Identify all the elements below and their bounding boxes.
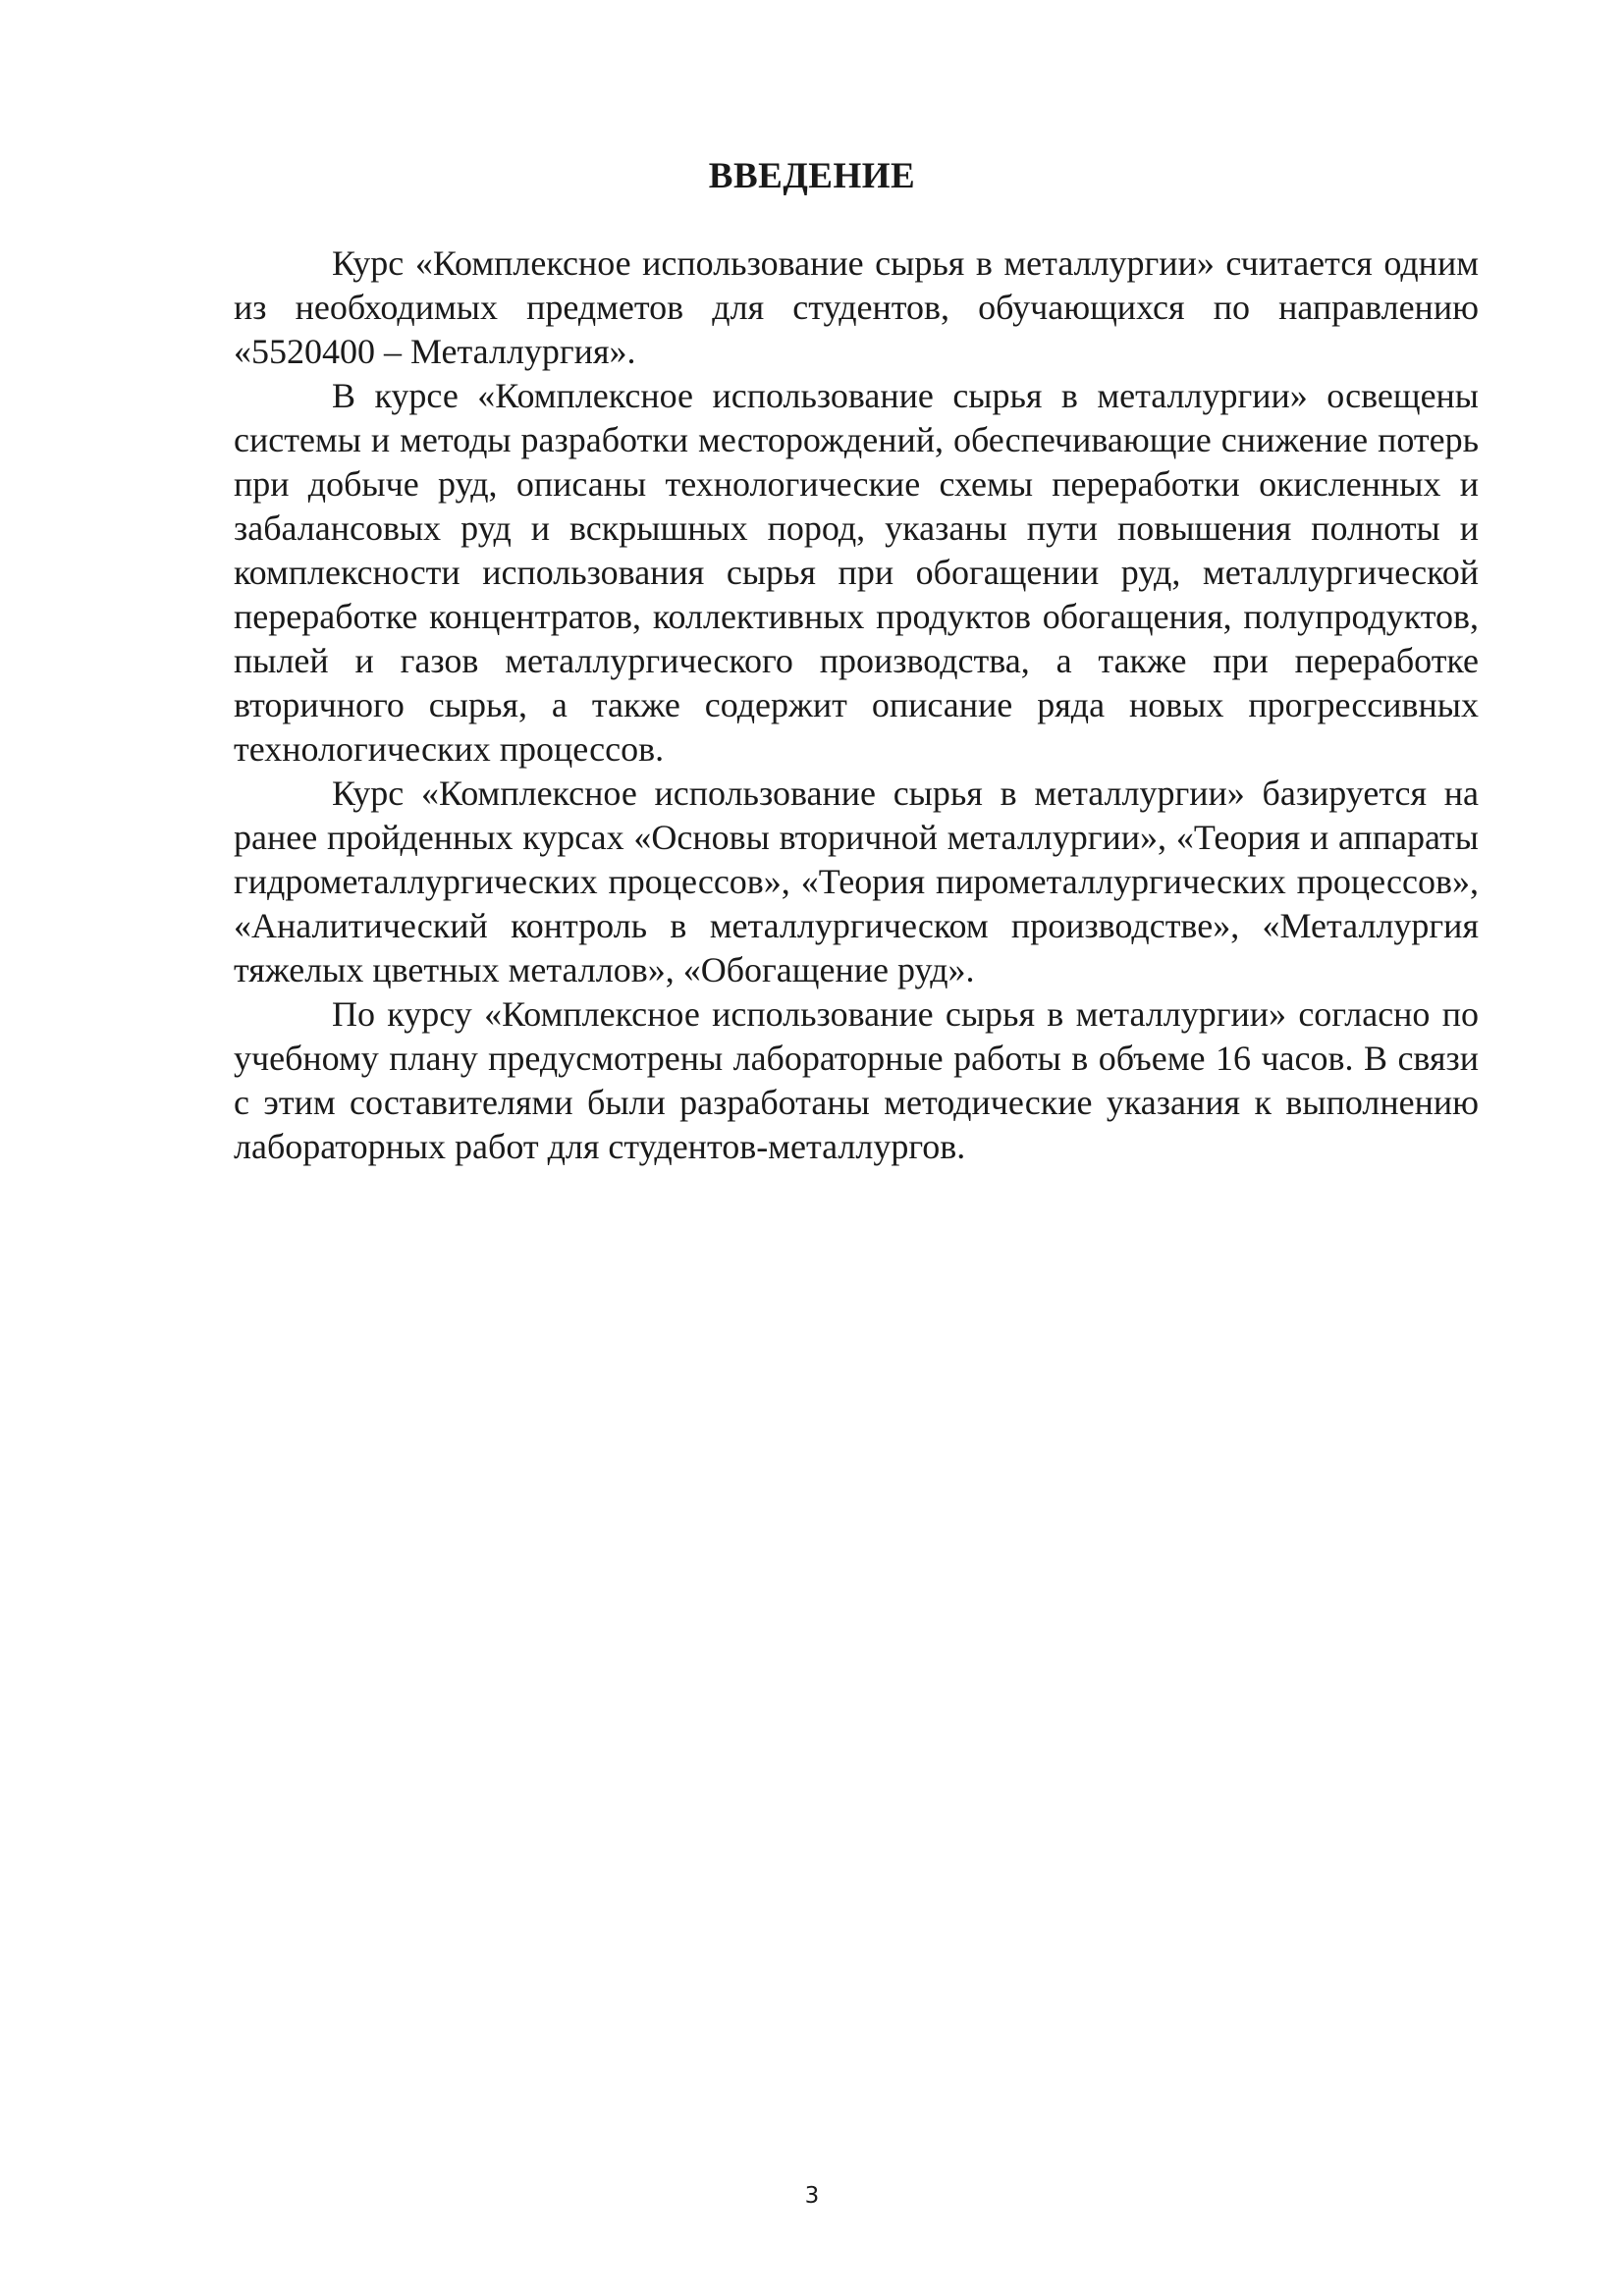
paragraph-course-intro: Курс «Комплексное использование сырья в металлургии» считается одним из необходимых предметов для студентов, обучающихся по направлению «5520400 – Металлургия». <box>234 243 1479 371</box>
section-heading: ВВЕДЕНИЕ <box>708 156 916 196</box>
body-text <box>234 241 1479 1169</box>
page-number: 3 <box>804 2183 820 2209</box>
paragraph-prerequisites: Курс «Комплексное использование сырья в металлургии» базируется на ранее пройденных курсах «Основы вторичной металлургии», «Теория и аппараты гидрометаллургических процессов», «Теория пирометаллургических процессов», «Аналитический контроль в металлургическом производстве», «Металлургия тяжелых цветных металлов», «Обогащение руд». <box>234 774 1479 989</box>
paragraph-course-content: В курсе «Комплексное использование сырья в металлургии» освещены системы и методы разработки месторождений, обеспечивающие снижение потерь при добыче руд, описаны технологические схемы переработки окисленных и забалансовых руд и вскрышных пород, указаны пути повышения полноты и комплексности использования сырья при обогащении руд, металлургической переработке концентратов, коллективных продуктов обогащения, полупродуктов, пылей и газов металлургического производства, а также при переработке вторичного сырья, а также содержит описание ряда новых прогрессивных технологических процессов. <box>234 376 1479 769</box>
paragraph-lab-works: По курсу «Комплексное использование сырья в металлургии» согласно по учебному плану предусмотрены лабораторные работы в объеме 16 часов. В связи с этим составителями были разработаны методические указания к выполнению лабораторных работ для студентов-металлургов. <box>234 994 1479 1166</box>
